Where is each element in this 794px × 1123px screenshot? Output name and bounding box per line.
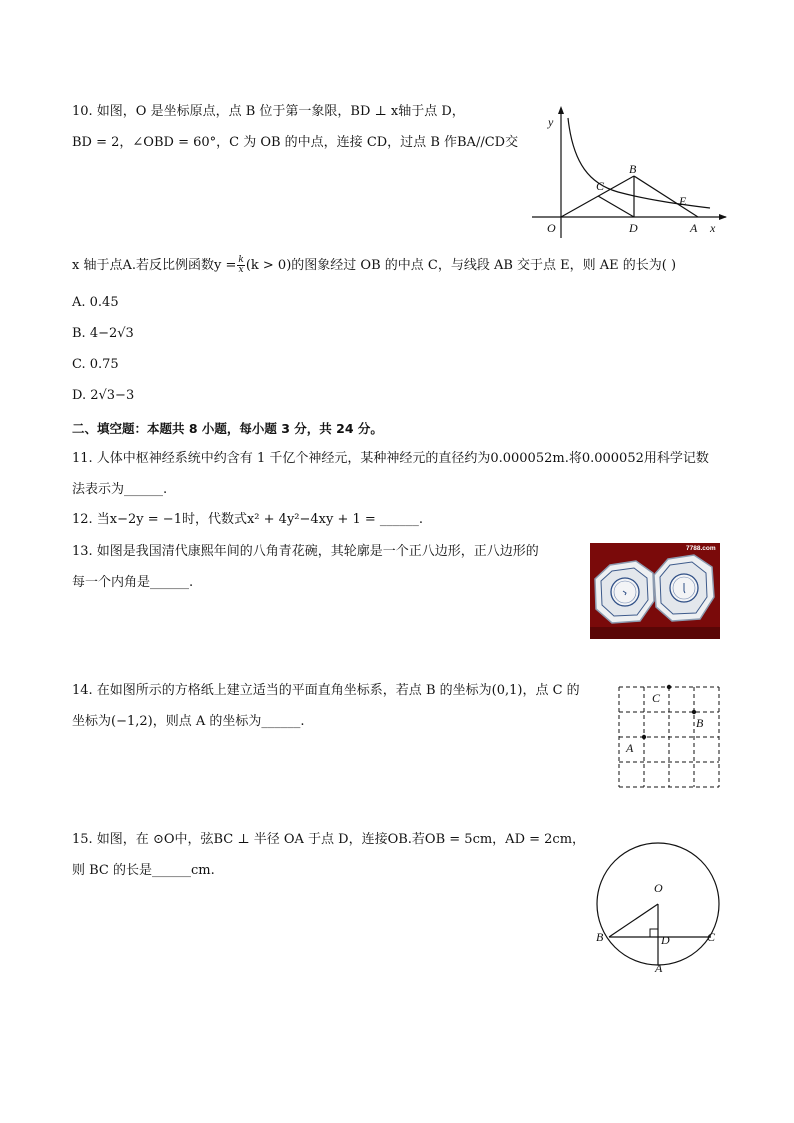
q10-label-a: A (690, 221, 698, 235)
q10-label-x: x (710, 221, 716, 235)
q10-fraction (237, 256, 244, 275)
octagonal-bowls-photo (590, 543, 720, 639)
q11-line2: 法表示为______. (72, 482, 168, 497)
q10-option-c: C. 0.75 (72, 357, 119, 372)
q10-frac-num: k (238, 255, 244, 265)
q13-line2: 每一个内角是______. (72, 575, 194, 590)
q10-figure (528, 104, 728, 240)
q10-label-b: B (629, 162, 637, 176)
q10-label-c: C (596, 179, 605, 193)
q14-label-a: A (626, 741, 634, 755)
q10-frac-den: x (238, 265, 244, 275)
photo-watermark: 7788.com (686, 545, 716, 552)
q15-label-o: O (654, 881, 663, 895)
q15-line2: 则 BC 的长是______cm. (72, 863, 215, 878)
q11-line1: 11. 人体中枢神经系统中约含有 1 千亿个神经元，某种神经元的直径约为0.000052m.将0.000052用科学记数 (72, 451, 709, 466)
q14-line2: 坐标为(−1,2)，则点 A 的坐标为______. (72, 714, 305, 729)
section2-heading: 二、填空题：本题共 8 小题，每小题 3 分，共 24 分。 (72, 421, 383, 436)
q10-label-d: D (629, 221, 638, 235)
bowls-drawing (590, 543, 720, 639)
q10-label-y: y (548, 115, 554, 129)
q10-label-e: E (679, 194, 687, 208)
q10-line2: BD = 2，∠OBD = 60°，C 为 OB 的中点，连接 CD，过点 B 作BA//CD交 (72, 135, 519, 150)
q10-line3 (72, 256, 676, 275)
q10-line1: 10. 如图，O 是坐标原点，点 B 位于第一象限，BD ⊥ x轴于点 D， (72, 104, 465, 119)
q15-line1: 15. 如图，在 ⊙O中，弦BC ⊥ 半径 OA 于点 D，连接OB.若OB = 5cm，AD = 2cm， (72, 832, 586, 847)
q10-option-d: D. 2√3−3 (72, 388, 135, 403)
q14-grid-figure (612, 680, 724, 792)
q15-label-b: B (596, 930, 604, 944)
q12-line: 12. 当x−2y = −1时，代数式x² + 4y²−4xy + 1 = ______. (72, 512, 424, 527)
q10-line3-a: x 轴于点A.若反比例函数y = (72, 258, 237, 273)
q15-label-d: D (661, 933, 670, 947)
q14-line1: 14. 在如图所示的方格纸上建立适当的平面直角坐标系，若点 B 的坐标为(0,1)，点 C 的 (72, 683, 580, 698)
q13-line1: 13. 如图是我国清代康熙年间的八角青花碗，其轮廓是一个正八边形，正八边形的 (72, 544, 539, 559)
q15-label-c: C (707, 930, 716, 944)
q10-line3-b: (k > 0)的图象经过 OB 的中点 C，与线段 AB 交于点 E，则 AE 的长为( ) (245, 258, 677, 273)
q14-label-c: C (652, 691, 661, 705)
q15-circle-figure (590, 834, 724, 976)
q14-label-b: B (696, 716, 704, 730)
q15-label-a: A (655, 961, 663, 975)
q10-label-o: O (547, 221, 556, 235)
q10-option-a: A. 0.45 (72, 295, 119, 310)
q10-option-b: B. 4−2√3 (72, 326, 134, 341)
